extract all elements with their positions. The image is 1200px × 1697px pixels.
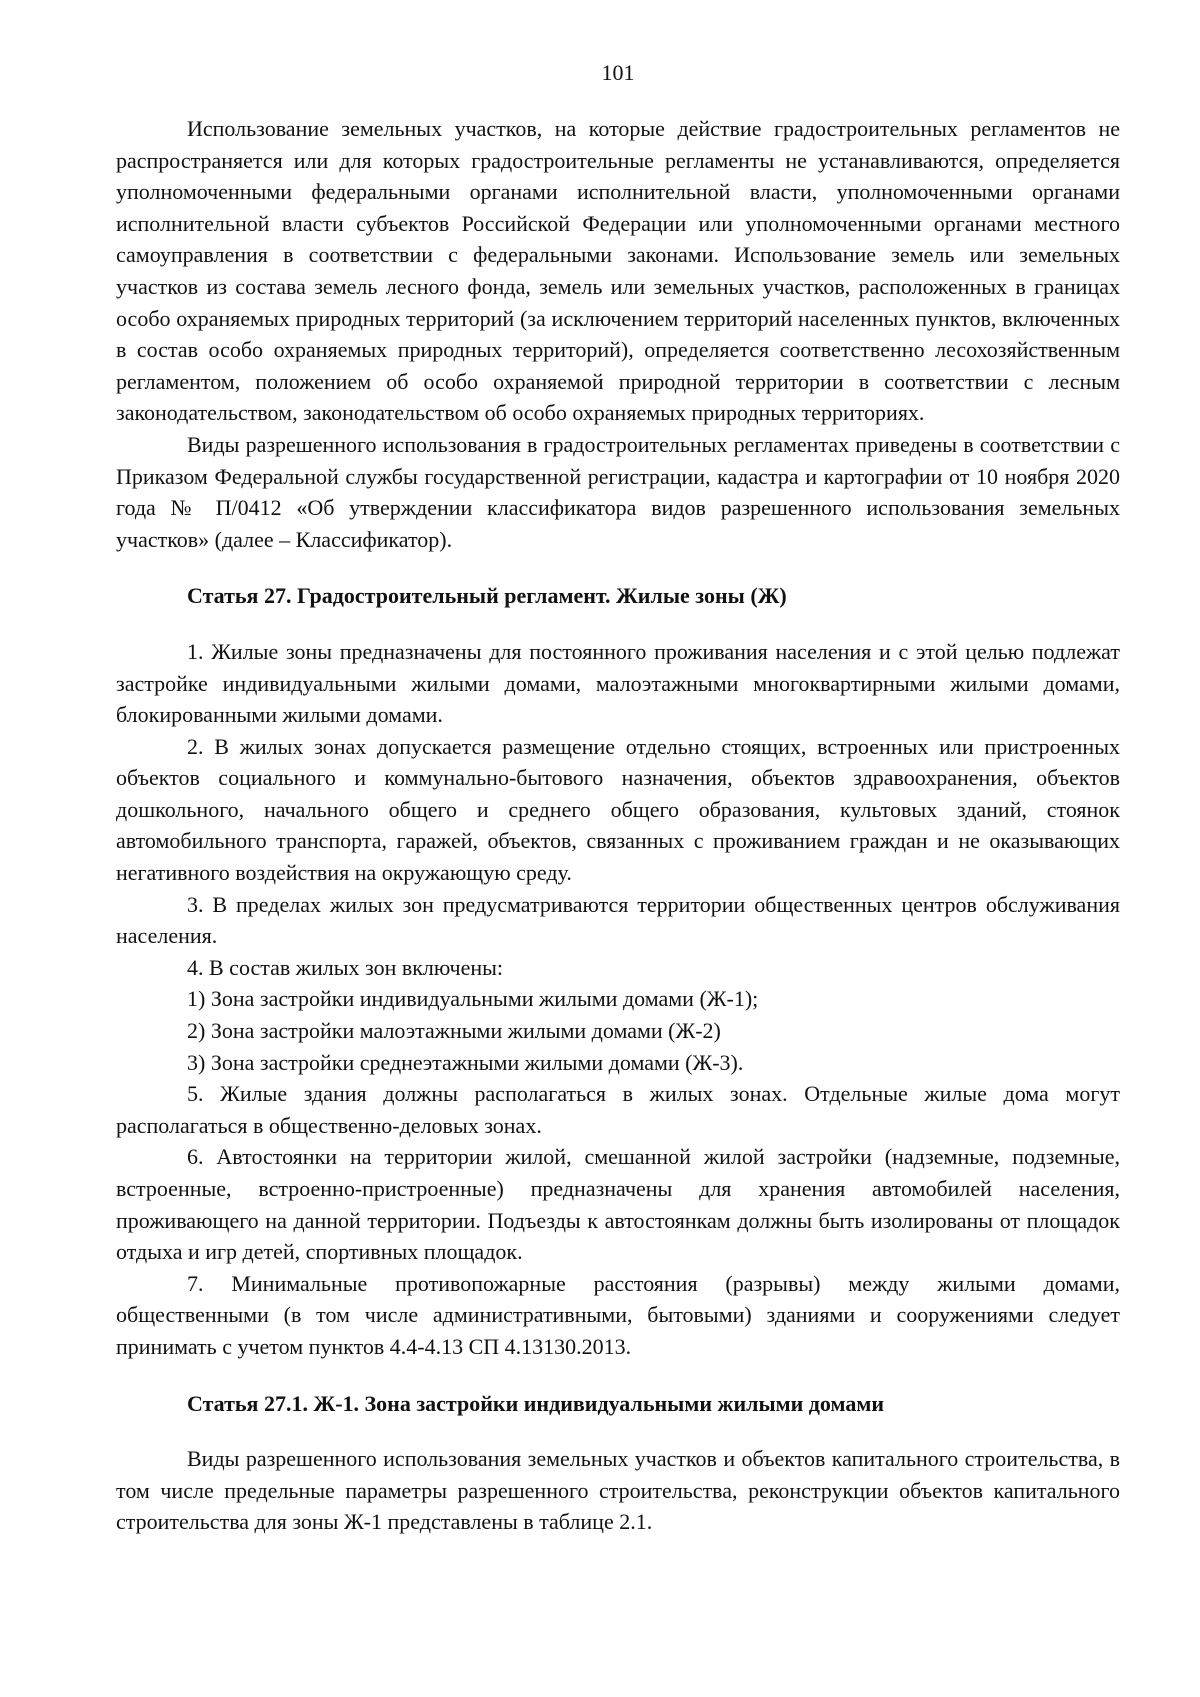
article-27-1-heading: Статья 27.1. Ж-1. Зона застройки индивидуальными жилыми домами xyxy=(187,1390,885,1416)
paragraph-permitted-uses: Виды разрешенного использования в градостроительных регламентах приведены в соответствии с Приказом Федеральной службы государственной регистрации, кадастра и картографии от 10 ноября 2020 года № П/0412 «Об утверждении классификатора видов разрешенного использования земельных участков» (далее – Классификатор). xyxy=(116,431,1120,552)
page-number: 101 xyxy=(601,60,635,85)
article-27-item-2: 2. В жилых зонах допускается размещение отдельно стоящих, встроенных или пристроенных объектов социального и коммунально-бытового назначения, объектов здравоохранения, объектов дошкольного, начального общего и среднего общего образования, культовых зданий, стоянок автомобильного транспорта, гаражей, объектов, связанных с проживанием граждан и не оказывающих негативного воздействия на окружающую среду. xyxy=(116,733,1120,886)
zone-list-item-2: 2) Зона застройки малоэтажными жилыми домами (Ж-2) xyxy=(187,1018,721,1044)
zone-list-item-3: 3) Зона застройки среднеэтажными жилыми домами (Ж-3). xyxy=(187,1049,744,1075)
article-27-1-paragraph: Виды разрешенного использования земельных участков и объектов капитального строительства, в том числе предельные параметры разрешенного строительства, реконструкции объектов капитального строительства для зоны Ж-1 представлены в таблице 2.1. xyxy=(116,1446,1120,1535)
article-27-item-6: 6. Автостоянки на территории жилой, смешанной жилой застройки (надземные, подземные, встроенные, встроенно-пристроенные) предназначены для хранения автомобилей населения, проживающего на данной территории. Подъезды к автостоянкам должны быть изолированы от площадок отдыха и игр детей, спортивных площадок. xyxy=(116,1144,1120,1265)
article-27-item-1: 1. Жилые зоны предназначены для постоянного проживания населения и с этой целью подлежат застройке индивидуальными жилыми домами, малоэтажными многоквартирными жилыми домами, блокированными жилыми домами. xyxy=(116,638,1120,728)
article-27-item-4: 4. В состав жилых зон включены: xyxy=(187,954,504,980)
article-27-heading: Статья 27. Градостроительный регламент. Жилые зоны (Ж) xyxy=(187,583,787,609)
paragraph-land-use: Использование земельных участков, на которые действие градостроительных регламентов не распространяется или для которых градостроительные регламенты не устанавливаются, определяется уполномоченными федеральными органами исполнительной власти, уполномоченными органами исполнительной власти субъектов Российской Федерации или уполномоченными органами местного самоуправления в соответствии с федеральными законами. Использование земель или земельных участков из состава земель лесного фонда, земель или земельных участков, расположенных в границах особо охраняемых природных территорий (за исключением территорий населенных пунктов, включенных в состав особо охраняемых природных территорий), определяется соответственно лесохозяйственным регламентом, положением об особо охраняемой природной территории в соответствии с лесным законодательством, законодательством об особо охраняемых природных территориях. xyxy=(116,116,1120,426)
article-27-item-5: 5. Жилые здания должны располагаться в жилых зонах. Отдельные жилые дома могут располагаться в общественно-деловых зонах. xyxy=(116,1081,1120,1138)
page-content xyxy=(116,113,1120,1538)
article-27-item-3: 3. В пределах жилых зон предусматриваются территории общественных центров обслуживания населения. xyxy=(116,891,1120,949)
article-27-item-7: 7. Минимальные противопожарные расстояния (разрывы) между жилыми домами, общественными (в том числе административными, бытовыми) зданиями и сооружениями следует принимать с учетом пунктов 4.4-4.13 СП 4.13130.2013. xyxy=(116,1270,1120,1359)
zone-list-item-1: 1) Зона застройки индивидуальными жилыми домами (Ж-1); xyxy=(187,986,759,1012)
